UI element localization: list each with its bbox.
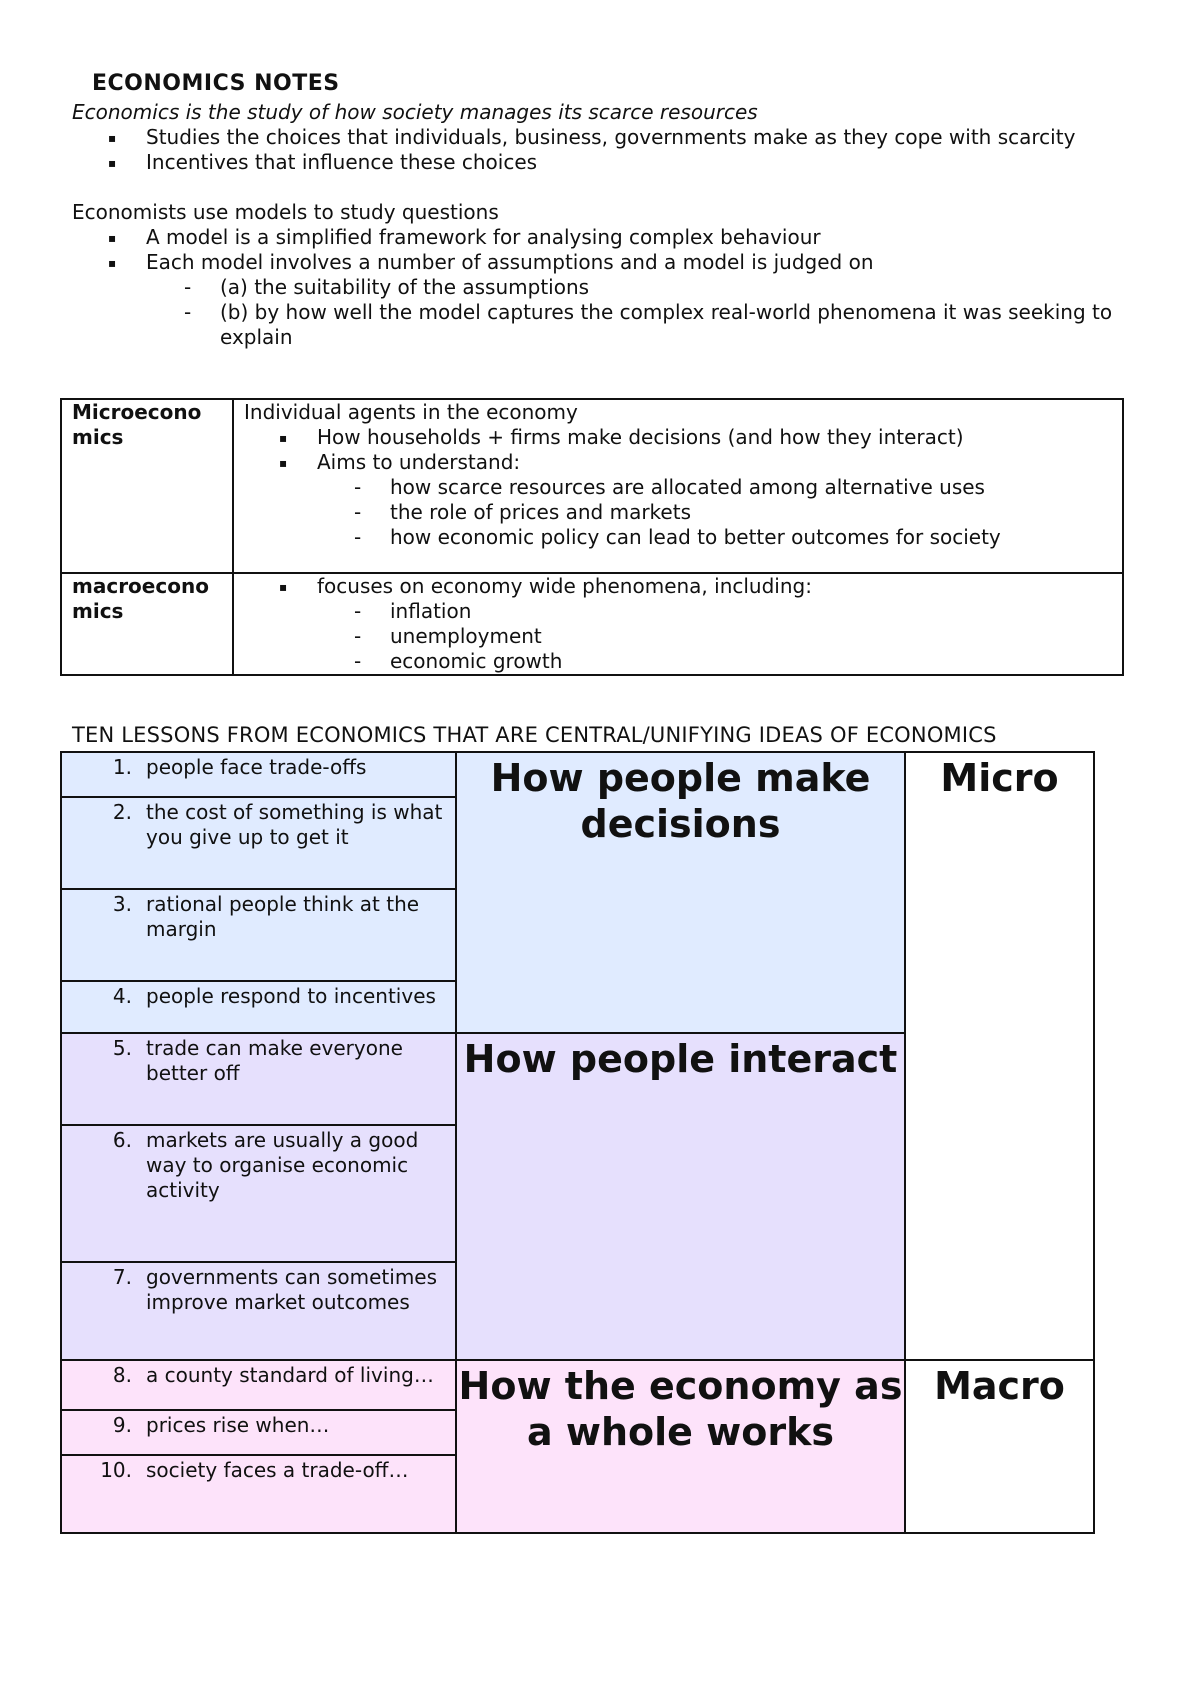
lesson-row [62,1456,457,1532]
branch-name: macroeconomics [61,573,233,675]
list-item: - how scarce resources are allocated among alternative uses [390,475,1112,500]
lesson-text: the cost of something is what you give up to get it [146,800,443,849]
list-item: - (a) the suitability of the assumptions [220,275,1152,300]
branch-bullets [244,425,1112,550]
lesson-number: 2. [112,800,132,824]
lessons-title: TEN LESSONS FROM ECONOMICS THAT ARE CENTRAL/UNIFYING IDEAS OF ECONOMICS [72,723,997,747]
branch-sub-list [317,599,1112,674]
list-item-text: focuses on economy wide phenomena, including: [317,574,812,598]
lesson-number: 3. [112,892,132,916]
branch-description [233,399,1123,573]
table-row [61,573,1123,675]
models-heading: Economists use models to study questions [72,200,499,224]
lesson-text: society faces a trade-off… [146,1458,409,1482]
lesson-number: 8. [112,1363,132,1387]
lesson-text: people respond to incentives [146,984,436,1008]
lesson-row [62,1034,457,1126]
lesson-row [62,1263,457,1361]
list-item: ▪ How households + firms make decisions (and how they interact) [317,425,1112,450]
lesson-text: governments can sometimes improve market outcomes [146,1265,438,1314]
lesson-text: prices rise when… [146,1413,330,1437]
lesson-text: rational people think at the margin [146,892,420,941]
lesson-number: 10. [100,1458,132,1482]
list-item: - how economic policy can lead to better outcomes for society [390,525,1112,550]
list-item-text: Each model involves a number of assumptions and a model is judged on [146,250,874,274]
group-interact: How people interact [457,1034,906,1361]
branch-bullets [244,574,1112,674]
list-item: ▪ Incentives that influence these choices [146,150,1152,175]
list-item [317,574,1112,674]
page-title: ECONOMICS NOTES [92,71,340,96]
lesson-number: 1. [112,755,132,779]
list-item [146,250,1152,350]
branches-table [60,398,1124,676]
lesson-text: trade can make everyone better off [146,1036,403,1085]
micro-label: Micro [906,753,1093,1361]
list-item-text: Aims to understand: [317,450,521,474]
model-bullets [72,225,1152,350]
lesson-number: 4. [112,984,132,1008]
branch-name: Microeconomics [61,399,233,573]
lesson-row [62,753,457,798]
lesson-row [62,890,457,982]
lesson-row [62,982,457,1034]
lesson-number: 9. [112,1413,132,1437]
lesson-text: people face trade-offs [146,755,367,779]
intro-section [72,100,1152,350]
group-economy: How the economy as a whole works [457,1361,906,1532]
list-item: ▪ A model is a simplified framework for analysing complex behaviour [146,225,1152,250]
branch-sub-list [317,475,1112,550]
list-item: - unemployment [390,624,1112,649]
list-item: - economic growth [390,649,1112,674]
lesson-number: 5. [112,1036,132,1060]
list-item [317,450,1112,550]
list-item: ▪ Studies the choices that individuals, business, governments make as they cope with scarcity [146,125,1152,150]
lesson-text: markets are usually a good way to organise economic activity [146,1128,419,1202]
table-row [61,399,1123,573]
list-item: - (b) by how well the model captures the complex real-world phenomena it was seeking to explain [220,300,1152,350]
lessons-table [60,751,1095,1534]
lesson-number: 6. [112,1128,132,1152]
lesson-row [62,798,457,890]
lesson-text: a county standard of living… [146,1363,434,1387]
model-criteria [146,275,1152,350]
lesson-row [62,1411,457,1456]
branch-lead: Individual agents in the economy [244,400,578,424]
group-decisions: How people make decisions [457,753,906,1034]
intro-bullets [72,125,1152,175]
lesson-number: 7. [112,1265,132,1289]
macro-label: Macro [934,1364,1065,1408]
list-item: - inflation [390,599,1112,624]
list-item: - the role of prices and markets [390,500,1112,525]
definition: Economics is the study of how society manages its scarce resources [72,100,758,124]
lesson-row [62,1361,457,1411]
branch-description [233,573,1123,675]
lesson-row [62,1126,457,1263]
